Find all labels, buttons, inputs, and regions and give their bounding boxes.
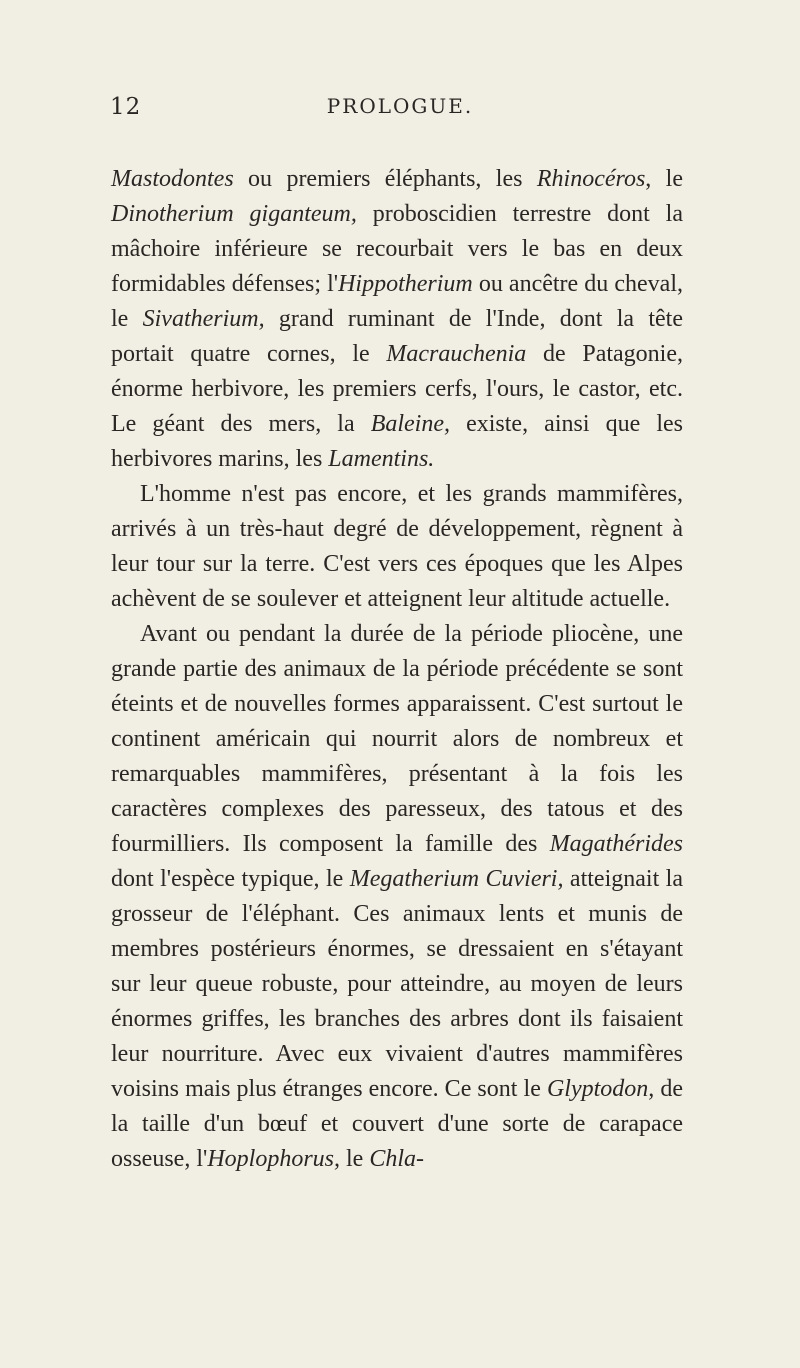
text-run: Avant ou pendant la durée de la période pliocène, une grande partie des animaux de la période précédente se sont éteints et de nouvelles formes apparaissent. C'est surtout le continent américain qui nourrit alors de nombreux et remarquables mammifères, présentant à la fois les caractères complexes des paresseux, des tatous et des fourmilliers. Ils composent la famille des (111, 621, 683, 857)
italic-term: Megatherium Cuvieri, (349, 866, 564, 892)
text-run: le (340, 1146, 370, 1172)
paragraph-3 (111, 617, 683, 1177)
italic-term: Hippotherium (338, 271, 473, 297)
text-run: proboscidien terrestre dont la mâchoire inférieure se recourbait vers le bas en deux formidables défenses; l' (111, 201, 683, 297)
italic-term: Lamentins. (328, 446, 435, 472)
italic-term: Chla- (369, 1146, 425, 1172)
italic-term: Hoplophorus, (207, 1146, 341, 1172)
text-run: de la taille d'un bœuf et couvert d'une sorte de carapace osseuse, l' (111, 1076, 684, 1172)
text-run: grand ruminant de l'Inde, dont la tête portait quatre cornes, le (111, 306, 683, 367)
text-run: de Patagonie, énorme herbivore, les premiers cerfs, l'ours, le castor, etc. Le géant des mers, la (111, 341, 683, 437)
text-run: , le (645, 166, 683, 192)
paragraph-1 (111, 162, 683, 477)
italic-term: Sivatherium, (142, 306, 265, 332)
running-title: PROLOGUE. (326, 94, 474, 118)
text-run: dont l'espèce typique, le (111, 866, 350, 892)
text-run: atteignait la grosseur de l'éléphant. Ces animaux lents et munis de membres postérieurs énormes, se dressaient en s'étayant sur leur queue robuste, pour atteindre, au moyen de leurs énormes griffes, les branches des arbres dont ils faisaient leur nourriture. Avec eux vivaient d'autres mammifères voisins mais plus étranges encore. Ce sont le (111, 866, 684, 1102)
page-number: 12 (110, 94, 142, 120)
text-run: ou premiers éléphants, les (233, 166, 537, 192)
italic-term: Magathérides (549, 831, 683, 857)
italic-term: Glyptodon, (546, 1076, 655, 1102)
page-header (0, 94, 800, 134)
italic-term: Macrauchenia (386, 341, 527, 367)
text-run: existe, ainsi que les herbivores marins, les (111, 411, 683, 472)
italic-term: Mastodontes (111, 166, 234, 192)
paragraph-2 (111, 477, 683, 617)
text-run: ou ancêtre du cheval, le (111, 271, 683, 332)
text-run: L'homme n'est pas encore, et les grands mammifères, arrivés à un très-haut degré de développement, règnent à leur tour sur la terre. C'est vers ces époques que les Alpes achèvent de se soulever et atteignent leur altitude actuelle. (111, 481, 683, 612)
italic-term: Baleine, (370, 411, 451, 437)
italic-term: Rhinocéros (536, 166, 646, 192)
body-text (111, 162, 683, 1177)
italic-term: Dinotherium giganteum, (111, 201, 357, 227)
